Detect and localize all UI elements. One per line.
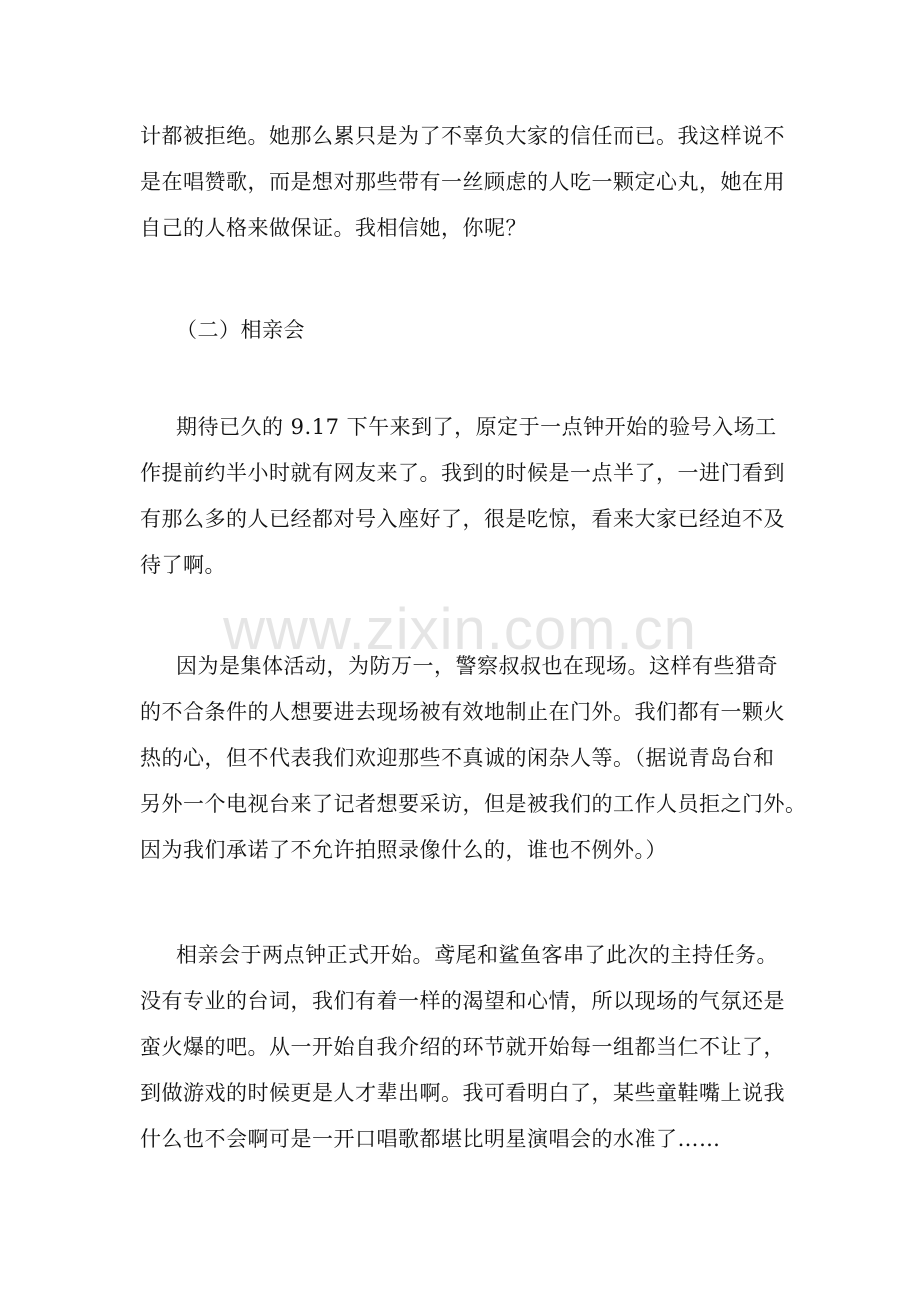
paragraph-4 — [140, 932, 790, 1162]
paragraph-1 — [140, 113, 790, 251]
paragraph-line: 待了啊。 — [140, 553, 226, 577]
paragraph-3 — [140, 643, 807, 873]
paragraph-line: 没有专业的台词，我们有着一样的渴望和心情，所以现场的气氛还是 — [140, 989, 785, 1013]
paragraph-line: 热的心，但不代表我们欢迎那些不真诚的闲杂人等。（据说青岛台和 — [140, 746, 775, 770]
paragraph-line: 什么也不会啊可是一开口唱歌都堪比明星演唱会的水准了…… — [140, 1127, 721, 1151]
paragraph-line: 作提前约半小时就有网友来了。我到的时候是一点半了，一进门看到 — [140, 461, 785, 485]
paragraph-line: 是在唱赞歌，而是想对那些带有一丝顾虑的人吃一颗定心丸，她在用 — [140, 170, 785, 194]
paragraph-line: 计都被拒绝。她那么累只是为了不辜负大家的信任而已。我这样说不 — [140, 124, 785, 148]
paragraph-line: 相亲会于两点钟正式开始。鸢尾和鲨鱼客串了此次的主持任务。 — [176, 943, 778, 967]
paragraph-line: 的不合条件的人想要进去现场被有效地制止在门外。我们都有一颗火 — [140, 700, 785, 724]
paragraph-2 — [140, 404, 790, 588]
paragraph-line: 有那么多的人已经都对号入座好了，很是吃惊，看来大家已经迫不及 — [140, 507, 785, 531]
paragraph-line: 蛮火爆的吧。从一开始自我介绍的环节就开始每一组都当仁不让了， — [140, 1035, 785, 1059]
watermark: www.zixin.com.cn — [223, 597, 697, 662]
paragraph-line: 自己的人格来做保证。我相信她，你呢？ — [140, 216, 527, 240]
paragraph-line: 因为我们承诺了不允许拍照录像什么的，谁也不例外。） — [140, 838, 667, 862]
paragraph-line: 另外一个电视台来了记者想要采访，但是被我们的工作人员拒之门外。 — [140, 792, 807, 816]
paragraph-line: 因为是集体活动，为防万一，警察叔叔也在现场。这样有些猎奇 — [176, 654, 778, 678]
section-heading: （二）相亲会 — [176, 318, 305, 342]
paragraph-line: 期待已久的 9.17 下午来到了，原定于一点钟开始的验号入场工 — [176, 415, 777, 439]
paragraph-line: 到做游戏的时候更是人才辈出啊。我可看明白了，某些童鞋嘴上说我 — [140, 1081, 785, 1105]
